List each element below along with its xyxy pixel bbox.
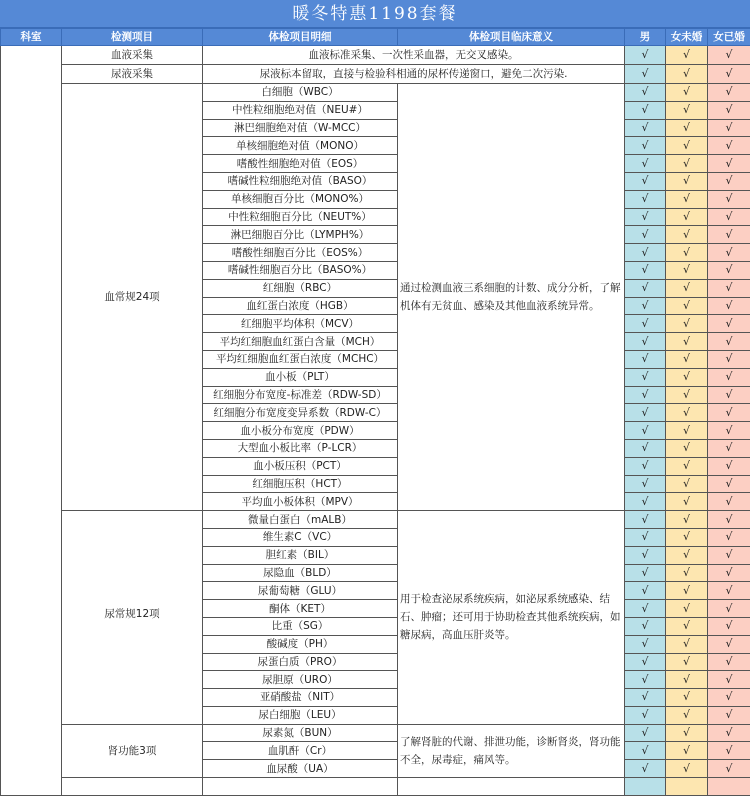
female-married-check: √ <box>708 190 750 208</box>
female-unmarried-check: √ <box>666 546 708 564</box>
female-married-check: √ <box>708 46 750 65</box>
header-male: 男 <box>625 29 666 46</box>
female-unmarried-check: √ <box>666 689 708 707</box>
female-married-check: √ <box>708 333 750 351</box>
table-row <box>1 724 750 742</box>
female-unmarried-check: √ <box>666 671 708 689</box>
female-unmarried-check <box>666 778 708 796</box>
female-married-check: √ <box>708 315 750 333</box>
female-married-check: √ <box>708 706 750 724</box>
female-married-check: √ <box>708 439 750 457</box>
female-married-check: √ <box>708 742 750 760</box>
female-unmarried-check: √ <box>666 617 708 635</box>
female-unmarried-check: √ <box>666 101 708 119</box>
female-unmarried-check: √ <box>666 261 708 279</box>
male-check: √ <box>625 439 666 457</box>
male-check: √ <box>625 137 666 155</box>
male-check: √ <box>625 84 666 102</box>
female-unmarried-check: √ <box>666 208 708 226</box>
female-married-check <box>708 778 750 796</box>
female-unmarried-check: √ <box>666 84 708 102</box>
male-check: √ <box>625 208 666 226</box>
female-married-check: √ <box>708 475 750 493</box>
male-check: √ <box>625 528 666 546</box>
detail-cell: 红细胞分布宽度变异系数（RDW-C） <box>203 404 398 422</box>
male-check: √ <box>625 315 666 333</box>
female-married-check: √ <box>708 172 750 190</box>
female-married-check: √ <box>708 368 750 386</box>
female-married-check: √ <box>708 65 750 84</box>
detail-cell: 平均血小板体积（MPV） <box>203 493 398 511</box>
male-check: √ <box>625 422 666 440</box>
group-item-cell: 血常规24项 <box>62 84 203 511</box>
female-married-check: √ <box>708 208 750 226</box>
detail-cell: 白细胞（WBC） <box>203 84 398 102</box>
female-unmarried-check: √ <box>666 244 708 262</box>
male-check: √ <box>625 297 666 315</box>
female-married-check: √ <box>708 261 750 279</box>
female-unmarried-check: √ <box>666 600 708 618</box>
meaning-cell: 了解肾脏的代谢、排泄功能，诊断肾炎，肾功能不全，尿毒症，痛风等。 <box>398 724 625 777</box>
detail-cell: 红细胞（RBC） <box>203 279 398 297</box>
detail-cell: 大型血小板比率（P-LCR） <box>203 439 398 457</box>
detail-cell: 平均红细胞血红蛋白含量（MCH） <box>203 333 398 351</box>
female-unmarried-check: √ <box>666 297 708 315</box>
detail-cell: 血肌酐（Cr） <box>203 742 398 760</box>
male-check: √ <box>625 101 666 119</box>
detail-cell: 中性粒细胞百分比（NEUT%） <box>203 208 398 226</box>
female-married-check: √ <box>708 582 750 600</box>
detail-cell: 血小板压积（PCT） <box>203 457 398 475</box>
dept-cell <box>1 46 62 796</box>
female-married-check: √ <box>708 279 750 297</box>
detail-cell: 血红蛋白浓度（HGB） <box>203 297 398 315</box>
detail-cell: 红细胞分布宽度-标准差（RDW-SD） <box>203 386 398 404</box>
table-row <box>1 84 750 102</box>
male-check: √ <box>625 724 666 742</box>
table-row <box>1 511 750 529</box>
meaning-cell: 用于检查泌尿系统疾病，如泌尿系统感染、结石、肿瘤；还可用于协助检查其他系统疾病，如糖尿病，高血压肝炎等。 <box>398 511 625 725</box>
female-married-check: √ <box>708 635 750 653</box>
male-check: √ <box>625 368 666 386</box>
female-unmarried-check: √ <box>666 475 708 493</box>
table-row <box>1 65 750 84</box>
detail-cell: 嗜碱性粒细胞绝对值（BASO） <box>203 172 398 190</box>
detail-cell: 单核细胞绝对值（MONO） <box>203 137 398 155</box>
detail-cell: 尿素氮（BUN） <box>203 724 398 742</box>
male-check: √ <box>625 46 666 65</box>
detail-cell: 嗜碱性细胞百分比（BASO%） <box>203 261 398 279</box>
female-unmarried-check: √ <box>666 279 708 297</box>
detail-cell: 比重（SG） <box>203 617 398 635</box>
female-married-check: √ <box>708 350 750 368</box>
female-married-check: √ <box>708 511 750 529</box>
female-married-check: √ <box>708 493 750 511</box>
detail-meaning-cell: 血液标准采集、一次性采血器，无交叉感染。 <box>203 46 625 65</box>
female-married-check: √ <box>708 226 750 244</box>
female-married-check: √ <box>708 404 750 422</box>
female-unmarried-check: √ <box>666 350 708 368</box>
item-cell: 尿液采集 <box>62 65 203 84</box>
header-detail: 体检项目明细 <box>203 29 398 46</box>
male-check: √ <box>625 493 666 511</box>
female-married-check: √ <box>708 617 750 635</box>
detail-cell: 尿白细胞（LEU） <box>203 706 398 724</box>
female-married-check: √ <box>708 155 750 173</box>
female-unmarried-check: √ <box>666 155 708 173</box>
detail-cell: 红细胞平均体积（MCV） <box>203 315 398 333</box>
female-unmarried-check: √ <box>666 706 708 724</box>
female-unmarried-check: √ <box>666 493 708 511</box>
detail-cell: 淋巴细胞绝对值（W-MCC） <box>203 119 398 137</box>
male-check: √ <box>625 617 666 635</box>
male-check: √ <box>625 172 666 190</box>
female-unmarried-check: √ <box>666 528 708 546</box>
item-cell: 血液采集 <box>62 46 203 65</box>
detail-cell: 尿胆原（URO） <box>203 671 398 689</box>
detail-cell: 血小板（PLT） <box>203 368 398 386</box>
detail-cell: 微量白蛋白（mALB） <box>203 511 398 529</box>
detail-cell: 维生素C（VC） <box>203 528 398 546</box>
female-married-check: √ <box>708 244 750 262</box>
detail-cell: 平均红细胞血红蛋白浓度（MCHC） <box>203 350 398 368</box>
female-married-check: √ <box>708 689 750 707</box>
detail-cell: 单核细胞百分比（MONO%） <box>203 190 398 208</box>
female-unmarried-check: √ <box>666 760 708 778</box>
male-check: √ <box>625 333 666 351</box>
male-check: √ <box>625 155 666 173</box>
female-unmarried-check: √ <box>666 422 708 440</box>
female-married-check: √ <box>708 422 750 440</box>
table-row <box>1 46 750 65</box>
male-check: √ <box>625 404 666 422</box>
female-unmarried-check: √ <box>666 65 708 84</box>
male-check: √ <box>625 546 666 564</box>
female-unmarried-check: √ <box>666 457 708 475</box>
header-dept: 科室 <box>1 29 62 46</box>
female-married-check: √ <box>708 671 750 689</box>
female-married-check: √ <box>708 386 750 404</box>
male-check: √ <box>625 475 666 493</box>
male-check: √ <box>625 564 666 582</box>
female-married-check: √ <box>708 101 750 119</box>
female-unmarried-check: √ <box>666 137 708 155</box>
detail-cell: 胆红素（BIL） <box>203 546 398 564</box>
detail-cell: 尿葡萄糖（GLU） <box>203 582 398 600</box>
female-unmarried-check: √ <box>666 511 708 529</box>
female-married-check: √ <box>708 724 750 742</box>
female-married-check: √ <box>708 564 750 582</box>
male-check: √ <box>625 742 666 760</box>
female-unmarried-check: √ <box>666 724 708 742</box>
female-unmarried-check: √ <box>666 653 708 671</box>
male-check: √ <box>625 760 666 778</box>
female-married-check: √ <box>708 84 750 102</box>
header-item: 检测项目 <box>62 29 203 46</box>
female-unmarried-check: √ <box>666 172 708 190</box>
detail-cell: 血尿酸（UA） <box>203 760 398 778</box>
header-female-unmarried: 女未婚 <box>666 29 708 46</box>
male-check: √ <box>625 350 666 368</box>
female-unmarried-check: √ <box>666 368 708 386</box>
female-married-check: √ <box>708 528 750 546</box>
detail-cell: 酸碱度（PH） <box>203 635 398 653</box>
male-check: √ <box>625 582 666 600</box>
detail-cell: 血小板分布宽度（PDW） <box>203 422 398 440</box>
female-unmarried-check: √ <box>666 635 708 653</box>
page-title: 暖冬特惠1198套餐 <box>0 0 750 28</box>
male-check: √ <box>625 635 666 653</box>
male-check: √ <box>625 706 666 724</box>
male-check: √ <box>625 457 666 475</box>
item-cell <box>62 778 203 796</box>
female-married-check: √ <box>708 297 750 315</box>
female-unmarried-check: √ <box>666 404 708 422</box>
male-check: √ <box>625 261 666 279</box>
header-row <box>1 29 750 46</box>
male-check: √ <box>625 600 666 618</box>
detail-cell: 亚硝酸盐（NIT） <box>203 689 398 707</box>
meaning-cell: 通过检测血液三系细胞的计数、成分分析，了解机体有无贫血、感染及其他血液系统异常。 <box>398 84 625 511</box>
female-unmarried-check: √ <box>666 333 708 351</box>
female-unmarried-check: √ <box>666 315 708 333</box>
meaning-cell <box>398 778 625 796</box>
male-check: √ <box>625 671 666 689</box>
header-meaning: 体检项目临床意义 <box>398 29 625 46</box>
detail-cell: 嗜酸性细胞绝对值（EOS） <box>203 155 398 173</box>
female-unmarried-check: √ <box>666 564 708 582</box>
detail-cell: 中性粒细胞绝对值（NEU#） <box>203 101 398 119</box>
female-unmarried-check: √ <box>666 119 708 137</box>
table-row <box>1 778 750 796</box>
detail-cell: 酮体（KET） <box>203 600 398 618</box>
female-unmarried-check: √ <box>666 226 708 244</box>
group-item-cell: 尿常规12项 <box>62 511 203 725</box>
male-check: √ <box>625 244 666 262</box>
female-unmarried-check: √ <box>666 582 708 600</box>
female-married-check: √ <box>708 546 750 564</box>
header-female-married: 女已婚 <box>708 29 750 46</box>
female-married-check: √ <box>708 457 750 475</box>
female-married-check: √ <box>708 600 750 618</box>
female-unmarried-check: √ <box>666 190 708 208</box>
group-item-cell: 肾功能3项 <box>62 724 203 777</box>
detail-meaning-cell: 尿液标本留取，直接与检验科相通的尿杯传递窗口，避免二次污染. <box>203 65 625 84</box>
male-check: √ <box>625 279 666 297</box>
package-table <box>0 28 750 796</box>
female-married-check: √ <box>708 137 750 155</box>
male-check <box>625 778 666 796</box>
detail-cell <box>203 778 398 796</box>
detail-cell: 尿隐血（BLD） <box>203 564 398 582</box>
female-unmarried-check: √ <box>666 386 708 404</box>
female-married-check: √ <box>708 653 750 671</box>
detail-cell: 红细胞压积（HCT） <box>203 475 398 493</box>
male-check: √ <box>625 190 666 208</box>
female-married-check: √ <box>708 119 750 137</box>
male-check: √ <box>625 386 666 404</box>
female-unmarried-check: √ <box>666 439 708 457</box>
detail-cell: 嗜酸性细胞百分比（EOS%） <box>203 244 398 262</box>
male-check: √ <box>625 511 666 529</box>
male-check: √ <box>625 653 666 671</box>
male-check: √ <box>625 226 666 244</box>
female-unmarried-check: √ <box>666 46 708 65</box>
detail-cell: 尿蛋白质（PRO） <box>203 653 398 671</box>
detail-cell: 淋巴细胞百分比（LYMPH%） <box>203 226 398 244</box>
female-unmarried-check: √ <box>666 742 708 760</box>
male-check: √ <box>625 65 666 84</box>
female-married-check: √ <box>708 760 750 778</box>
male-check: √ <box>625 119 666 137</box>
male-check: √ <box>625 689 666 707</box>
